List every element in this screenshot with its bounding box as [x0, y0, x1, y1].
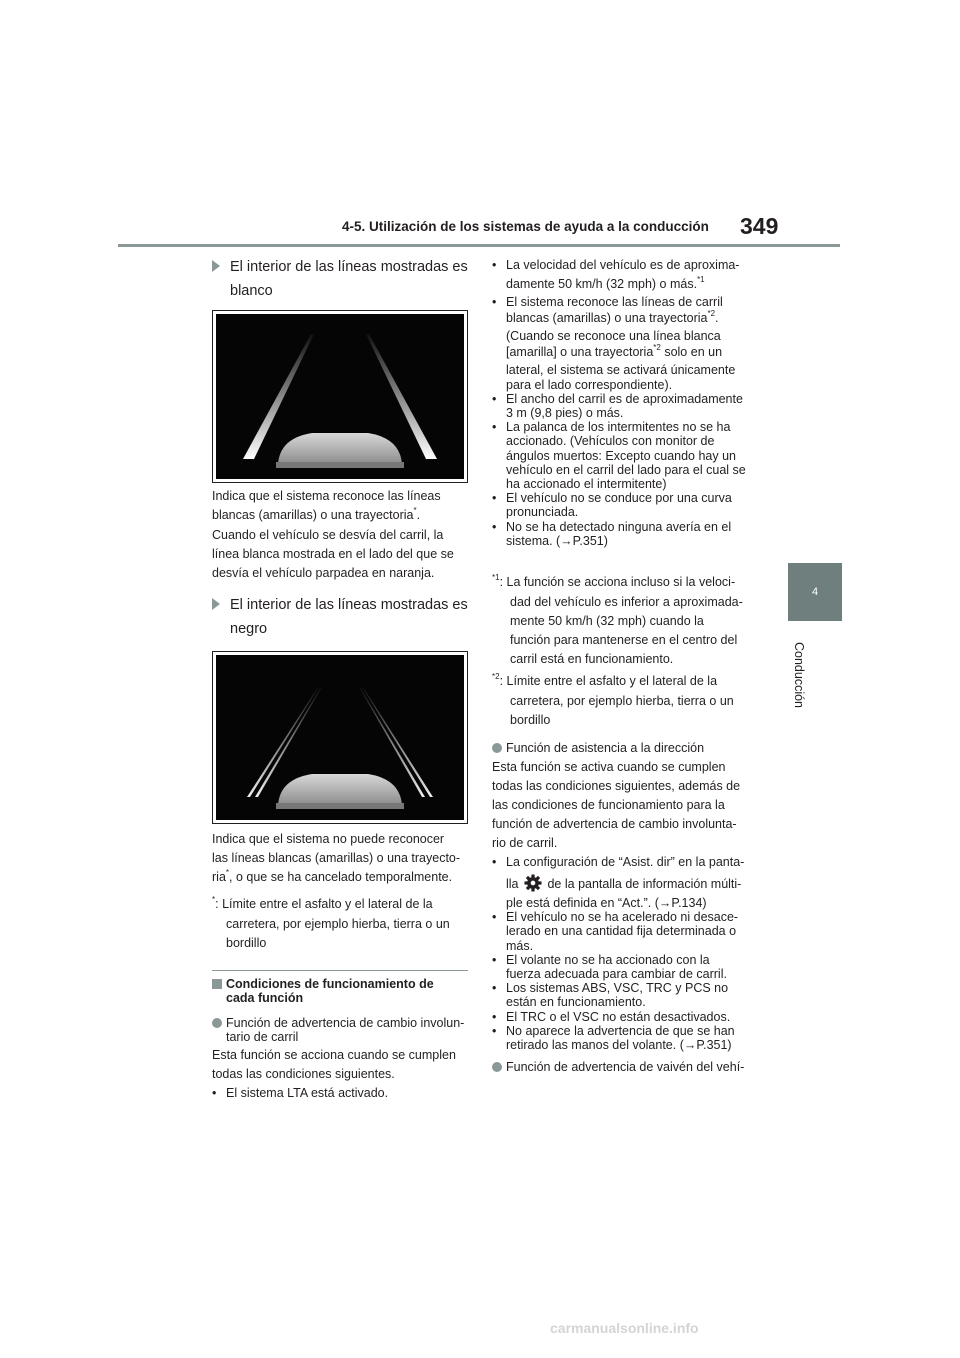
- circle-bullet-icon: [492, 1062, 502, 1072]
- subheading-black-lines: El interior de las líneas mostradas es negro: [212, 593, 472, 641]
- circle-bullet-icon: [212, 1018, 222, 1028]
- footnote-left: *: Límite entre el asfalto y el lateral de la carretera, por ejemplo hierba, tierra o un bordillo: [212, 895, 450, 950]
- lane-lines-black-illustration: [216, 655, 464, 820]
- watermark: carmanualsonline.info: [550, 1320, 699, 1336]
- triangle-bullet-icon: [212, 260, 220, 272]
- header-rule: [118, 244, 840, 247]
- subheading-white-lines: El interior de las líneas mostradas es blanco: [212, 255, 472, 303]
- square-bullet-icon: [212, 979, 222, 989]
- conditions-list-right: • La velocidad del vehículo es de aproxima- damente 50 km/h (32 mph) o más.$^{*1}$ • El sistema reconoce las líneas de carril blancas (amarillas) o una trayectoria$^{*2}$. (Cuando se reconoce una línea blanca [amarilla] o una trayectoria$^{*2}$ solo en un lateral, el sistema se activará únicamente para el lado correspondiente). • El ancho del carril es de aproximadamente 3 m (9,8 pies) o más. • La palanca de los intermitentes no se ha accionado. (Vehículos con monitor de ángulos muertos: Excepto cuando hay un vehículo en el carril del lado para el cual se ha accionado el intermitente) • El vehículo no se conduce por una curva pronunciada. • No se ha detectado ninguna avería en el sistema. (→P.351): [492, 256, 754, 548]
- section-title: 4-5. Utilización de los sistemas de ayuda a la conducción: [342, 219, 709, 234]
- section-divider: [212, 970, 468, 971]
- chapter-label: Conducción: [792, 641, 806, 708]
- caption-black-lines: Indica que el sistema no puede reconocer las líneas blancas (amarillas) o una trayecto- ria*, o que se ha cancelado temporalmente.: [212, 832, 461, 884]
- circle-bullet-icon: [492, 743, 502, 753]
- lane-departure-function: Función de advertencia de cambio involun- tario de carril Esta función se acciona cuando se cumplen todas las condiciones siguientes. • El sistema LTA está activado.: [212, 1016, 474, 1103]
- chapter-number: 4: [811, 586, 819, 598]
- steering-assist-function: Función de asistencia a la dirección Esta función se activa cuando se cumplen todas las condiciones siguientes, además de las condiciones de funcionamiento para la función de advertencia de cambio involunta- rio de carril. • La configuración de “Asist. dir” en la panta- lla de la pantalla de información múlti- ple está definida en “Act.”. (→P.134) • El vehículo no se ha acelerado ni desace- lerado en una cantidad fija determinada o más. • El volante no se ha accionado con la fuerza adecuada para cambiar de carril. • Los sistemas ABS, VSC, TRC y PCS no están en funcionamiento. • El TRC o el VSC no están desactivados. • No aparece la advertencia de que se han retirado las manos del volante. (→P.351) Función de advertencia de vaivén del vehí-: [492, 739, 756, 1077]
- caption-white-lines: Indica que el sistema reconoce las líneas blancas (amarillas) o una trayectoria*. Cuando el vehículo se desvía del carril, la línea blanca mostrada en el lado del que se desvía el vehículo parpadea en naranja.: [212, 489, 454, 580]
- lane-display-black-image: [212, 651, 468, 824]
- lane-display-white-image: [212, 310, 468, 483]
- footnotes-right: $^{*1}$: La función se acciona incluso si la veloci- dad del vehículo es inferior a aproximada- mente 50 km/h (32 mph) cuando la función para mantenerse en el centro del carril está en funcionamiento. $^{*2}$: Límite entre el asfalto y el lateral de la carretera, por ejemplo hierba, tierra o un bordillo: [492, 573, 743, 727]
- conditions-heading: Condiciones de funcionamiento de cada función: [212, 977, 472, 1005]
- gear-icon: [524, 874, 542, 892]
- page-number: 349: [740, 213, 779, 239]
- chapter-tab[interactable]: [788, 563, 842, 621]
- triangle-bullet-icon: [212, 598, 220, 610]
- lane-lines-white-illustration: [216, 314, 464, 479]
